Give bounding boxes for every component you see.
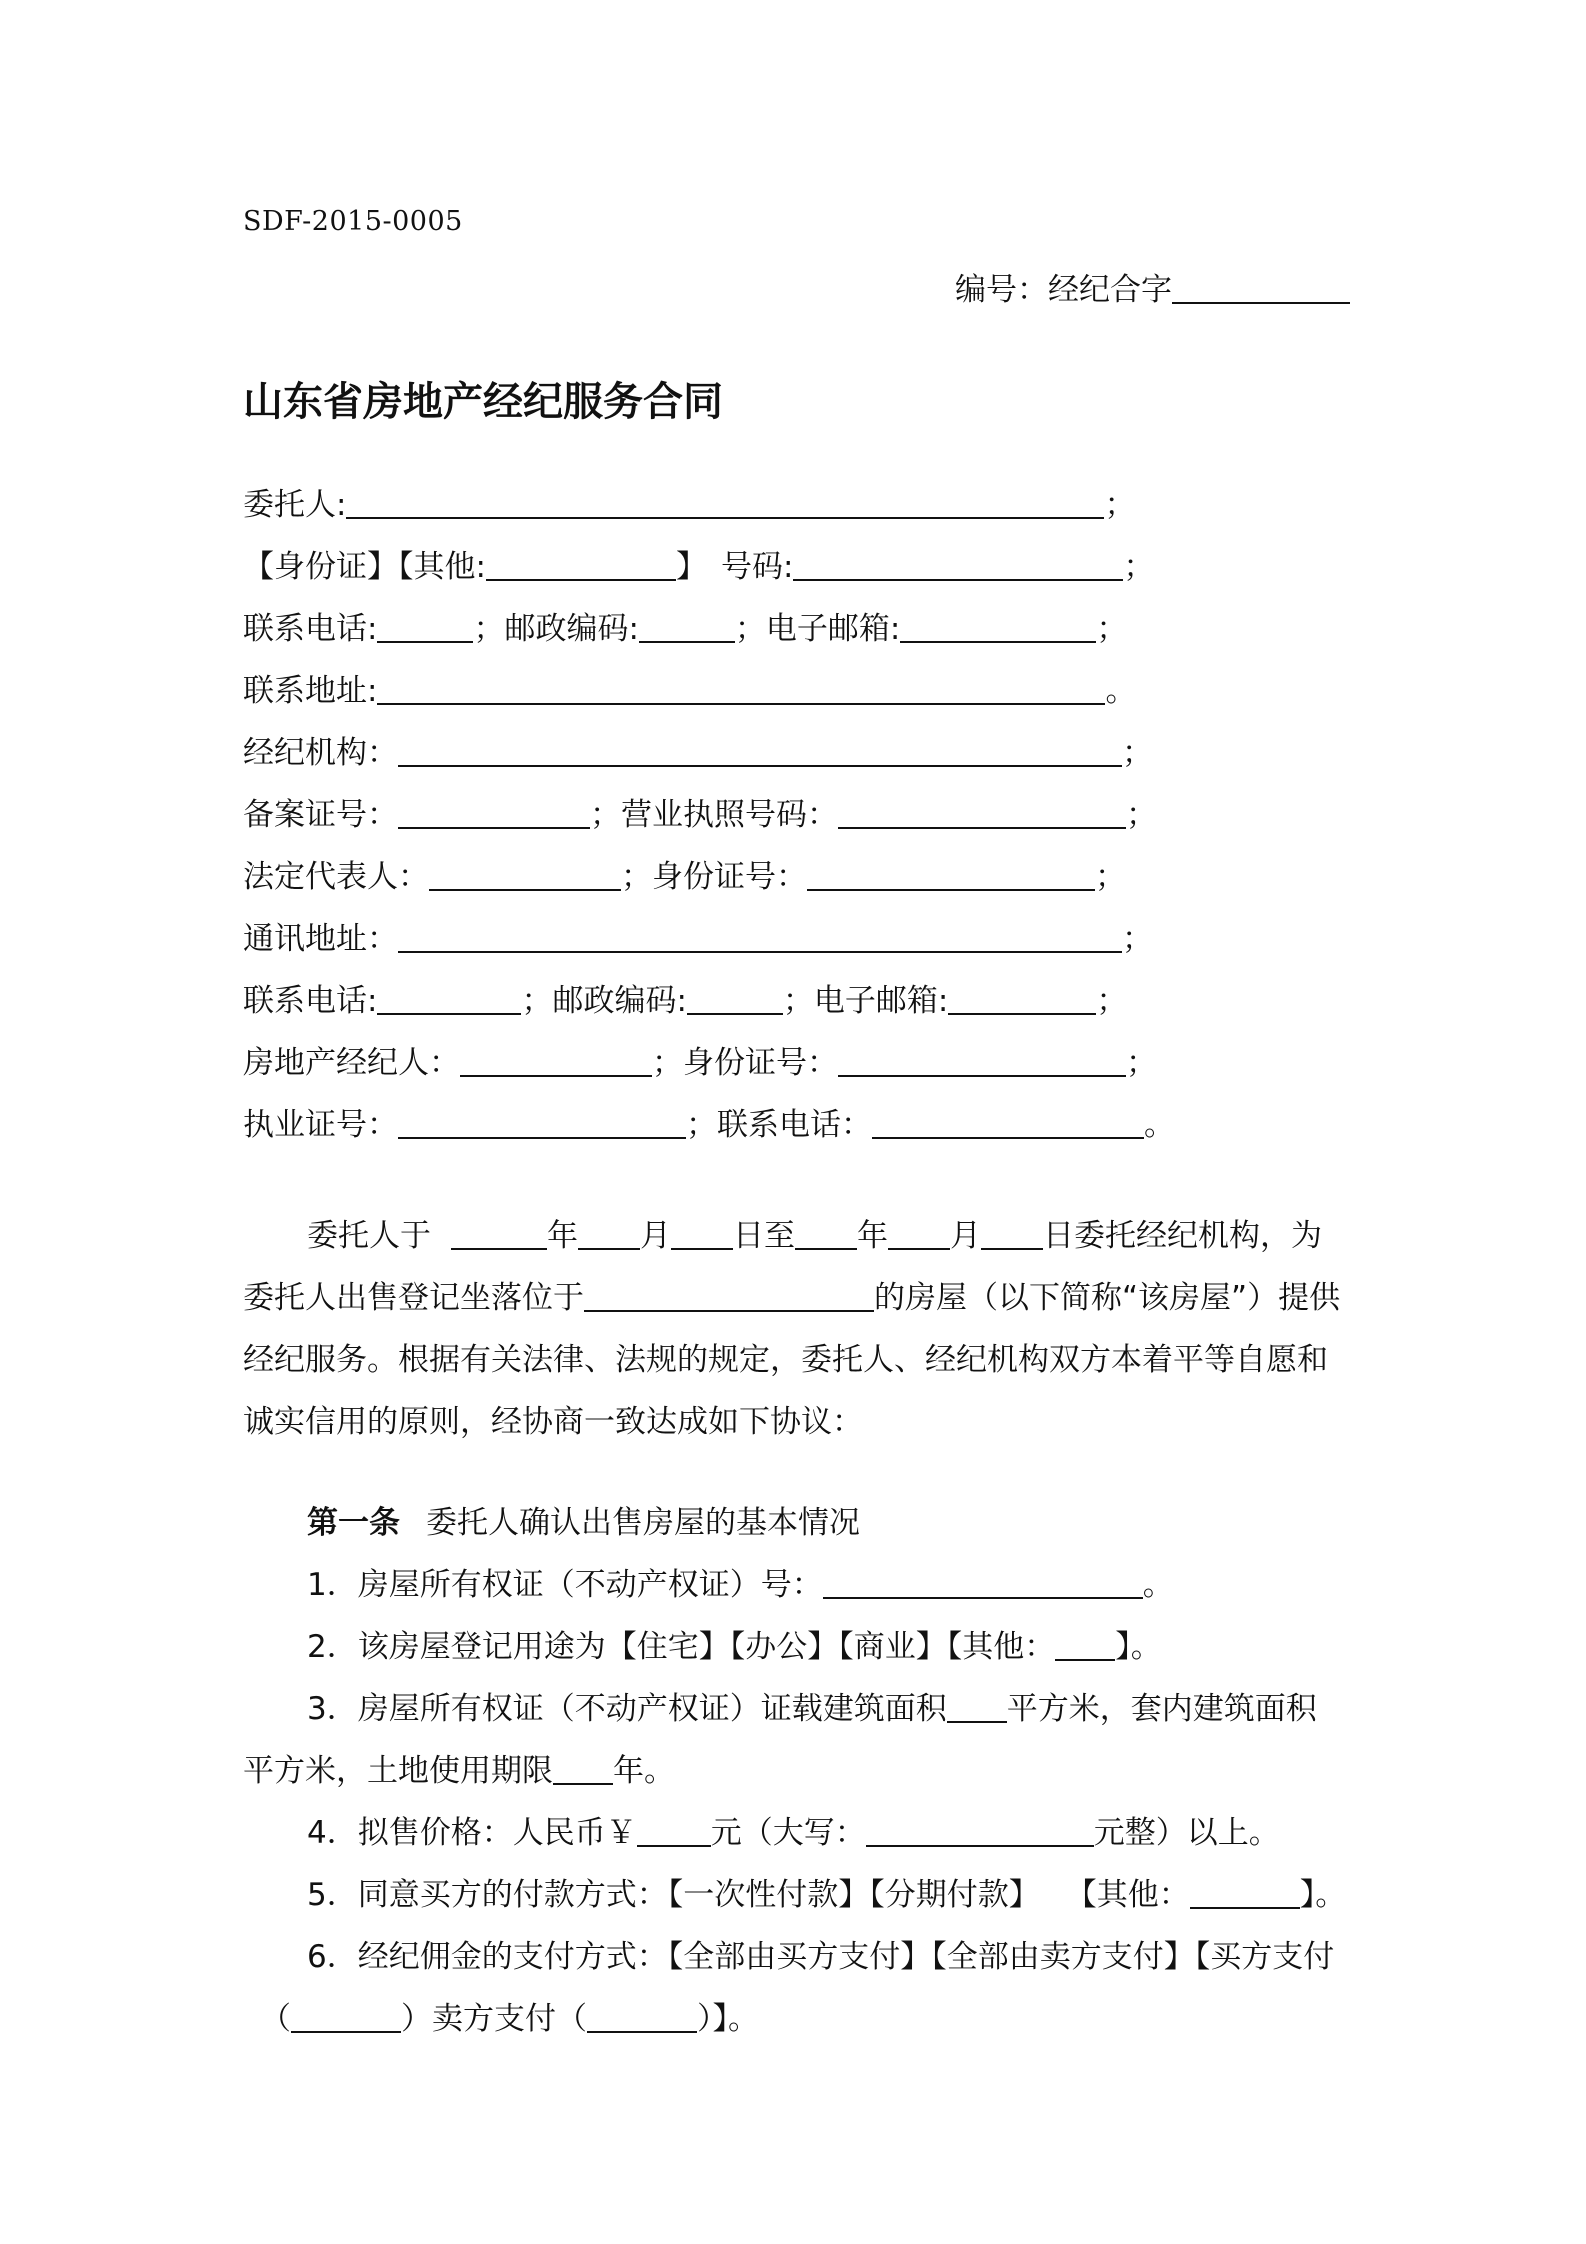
- building-area-blank[interactable]: [947, 1691, 1007, 1723]
- start-year-blank[interactable]: [451, 1218, 547, 1250]
- punct: ；: [1122, 921, 1153, 957]
- agency-line: [243, 733, 1153, 773]
- id-number-blank[interactable]: [793, 549, 1123, 581]
- article-1-item-3: [307, 1689, 1317, 1729]
- address-label: 联系地址:: [243, 673, 378, 709]
- ownership-cert-blank[interactable]: [823, 1567, 1143, 1599]
- seller-share-blank[interactable]: [587, 2001, 697, 2033]
- start-month-blank[interactable]: [578, 1218, 640, 1250]
- punct: ；: [1096, 611, 1128, 647]
- item-text: ）卖方支付（: [401, 2001, 587, 2037]
- practice-no-blank[interactable]: [398, 1107, 686, 1139]
- intro-text: 的房屋（以下简称“该房屋”）提供: [874, 1280, 1341, 1316]
- contract-number-blank[interactable]: [1172, 272, 1350, 304]
- year-label: 年: [857, 1218, 888, 1254]
- year-label: 年: [547, 1218, 578, 1254]
- intro-text: 日委托经纪机构，为: [1043, 1218, 1322, 1254]
- month-label: 月: [640, 1218, 671, 1254]
- punct: 。: [1144, 1107, 1175, 1143]
- rep-id-no-label: ；身份证号：: [621, 859, 807, 895]
- punct: 。: [1105, 673, 1137, 709]
- legal-rep-label: 法定代表人：: [243, 859, 429, 895]
- article-title: 委托人确认出售房屋的基本情况: [426, 1505, 860, 1541]
- article-1-heading: [307, 1503, 860, 1543]
- legal-rep-line: [243, 857, 1126, 897]
- id-line: [243, 547, 1154, 587]
- agent-label: 房地产经纪人：: [243, 1045, 460, 1081]
- punct: ；: [1122, 735, 1153, 771]
- article-1-item-4: [307, 1813, 1280, 1853]
- punct: ；: [1126, 1045, 1157, 1081]
- price-words-blank[interactable]: [866, 1815, 1094, 1847]
- punct: ；: [1096, 983, 1128, 1019]
- item-text: 3．房屋所有权证（不动产权证）证载建筑面积: [307, 1691, 947, 1727]
- agent-phone-label: ；联系电话：: [686, 1107, 872, 1143]
- agent-phone-blank[interactable]: [872, 1107, 1144, 1139]
- punct: ；: [1104, 487, 1136, 523]
- mail-address-label: 通讯地址：: [243, 921, 398, 957]
- agent-blank[interactable]: [460, 1045, 652, 1077]
- punct: 】: [675, 549, 707, 585]
- filing-no-blank[interactable]: [398, 797, 590, 829]
- intro-line-4: 诚实信用的原则，经协商一致达成如下协议：: [243, 1404, 863, 1440]
- item-text: 5．同意买方的付款方式：【一次性付款】【分期付款】: [307, 1877, 1040, 1913]
- filing-no-label: 备案证号：: [243, 797, 398, 833]
- item-text: 年。: [613, 1753, 675, 1789]
- item-text: 元整）以上。: [1093, 1815, 1280, 1851]
- agency-blank[interactable]: [398, 735, 1122, 767]
- client-contact-line: [243, 609, 1127, 649]
- id-type-label: 【身份证】【其他:: [243, 549, 486, 585]
- item-text: 平方米，土地使用期限: [243, 1753, 553, 1789]
- end-month-blank[interactable]: [888, 1218, 950, 1250]
- start-day-blank[interactable]: [671, 1218, 733, 1250]
- practice-line: [243, 1105, 1175, 1145]
- intro-line-3: 经纪服务。根据有关法律、法规的规定，委托人、经纪机构双方本着平等自愿和: [243, 1342, 1328, 1378]
- article-1-item-3-cont: [243, 1751, 675, 1791]
- agent-id-no-blank[interactable]: [838, 1045, 1126, 1077]
- article-1-item-5: [307, 1875, 1346, 1915]
- postcode-blank[interactable]: [639, 611, 735, 643]
- intro-line-1: [307, 1216, 1322, 1256]
- land-term-blank[interactable]: [553, 1753, 613, 1785]
- agency-contact-line: [243, 981, 1127, 1021]
- license-no-label: ；营业执照号码：: [590, 797, 838, 833]
- mail-address-blank[interactable]: [398, 921, 1122, 953]
- agency-label: 经纪机构：: [243, 735, 398, 771]
- price-number-blank[interactable]: [637, 1815, 711, 1847]
- agency-email-blank[interactable]: [948, 983, 1096, 1015]
- punct: ；: [1126, 797, 1157, 833]
- client-line: [243, 485, 1135, 525]
- article-number: 第一条: [307, 1505, 400, 1541]
- item-text: 1．房屋所有权证（不动产权证）号：: [307, 1567, 823, 1603]
- agent-id-no-label: ；身份证号：: [652, 1045, 838, 1081]
- postcode-label: ；邮政编码:: [473, 611, 639, 647]
- agent-line: [243, 1043, 1157, 1083]
- article-1-item-2: [307, 1627, 1162, 1667]
- punct: ）】。: [697, 2001, 759, 2037]
- client-address-line: [243, 671, 1136, 711]
- address-blank[interactable]: [377, 673, 1105, 705]
- article-1-item-6-cont: [260, 1999, 759, 2039]
- email-blank[interactable]: [900, 611, 1096, 643]
- usage-other-blank[interactable]: [1055, 1629, 1115, 1661]
- month-label: 月: [950, 1218, 981, 1254]
- item-text: 2．该房屋登记用途为【住宅】【办公】【商业】【其他：: [307, 1629, 1056, 1665]
- phone-blank[interactable]: [377, 611, 473, 643]
- phone-label: 联系电话:: [243, 611, 378, 647]
- punct: （: [260, 2001, 291, 2037]
- punct: 】。: [1299, 1877, 1347, 1913]
- contract-number: [955, 264, 1350, 309]
- article-1-item-6: [307, 1937, 1334, 1977]
- end-year-blank[interactable]: [795, 1218, 857, 1250]
- filing-line: [243, 795, 1157, 835]
- rep-id-no-blank[interactable]: [807, 859, 1095, 891]
- agency-postcode-blank[interactable]: [687, 983, 783, 1015]
- email-label: ；电子邮箱:: [734, 611, 901, 647]
- page-title: 山东省房地产经纪服务合同: [243, 379, 723, 425]
- legal-rep-blank[interactable]: [429, 859, 621, 891]
- article-1-item-1: [307, 1565, 1174, 1605]
- punct: 】。: [1115, 1629, 1162, 1665]
- end-day-blank[interactable]: [981, 1218, 1043, 1250]
- payment-other-blank[interactable]: [1190, 1877, 1300, 1909]
- intro-text: 委托人出售登记坐落位于: [243, 1280, 584, 1316]
- item-text: 【其他：: [1065, 1877, 1190, 1913]
- punct: 。: [1142, 1567, 1174, 1603]
- item-text: 6．经纪佣金的支付方式：【全部由买方支付】【全部由卖方支付】【买方支付: [307, 1939, 1335, 1975]
- punct: ；: [1095, 859, 1126, 895]
- punct: ；: [1123, 549, 1155, 585]
- postcode-label: ；邮政编码:: [521, 983, 687, 1019]
- contract-number-label: 编号：经纪合字: [955, 272, 1172, 308]
- id-type-other-blank[interactable]: [486, 549, 676, 581]
- email-label: ；电子邮箱:: [782, 983, 949, 1019]
- item-text: 元（大写：: [710, 1815, 866, 1851]
- id-number-label: 号码:: [720, 549, 794, 585]
- item-text: 4．拟售价格：人民币￥: [307, 1815, 637, 1851]
- practice-no-label: 执业证号：: [243, 1107, 398, 1143]
- phone-label: 联系电话:: [243, 983, 378, 1019]
- document-code: SDF-2015-0005: [243, 206, 463, 237]
- client-blank[interactable]: [346, 487, 1104, 519]
- intro-line-2: [243, 1278, 1340, 1318]
- intro-text: 委托人于: [307, 1218, 431, 1254]
- buyer-share-blank[interactable]: [291, 2001, 401, 2033]
- license-no-blank[interactable]: [838, 797, 1126, 829]
- property-location-blank[interactable]: [584, 1280, 874, 1312]
- item-text: 平方米，套内建筑面积: [1006, 1691, 1317, 1727]
- agency-phone-blank[interactable]: [377, 983, 521, 1015]
- client-label: 委托人:: [243, 487, 347, 523]
- day-to-label: 日至: [733, 1218, 795, 1254]
- mail-address-line: [243, 919, 1153, 959]
